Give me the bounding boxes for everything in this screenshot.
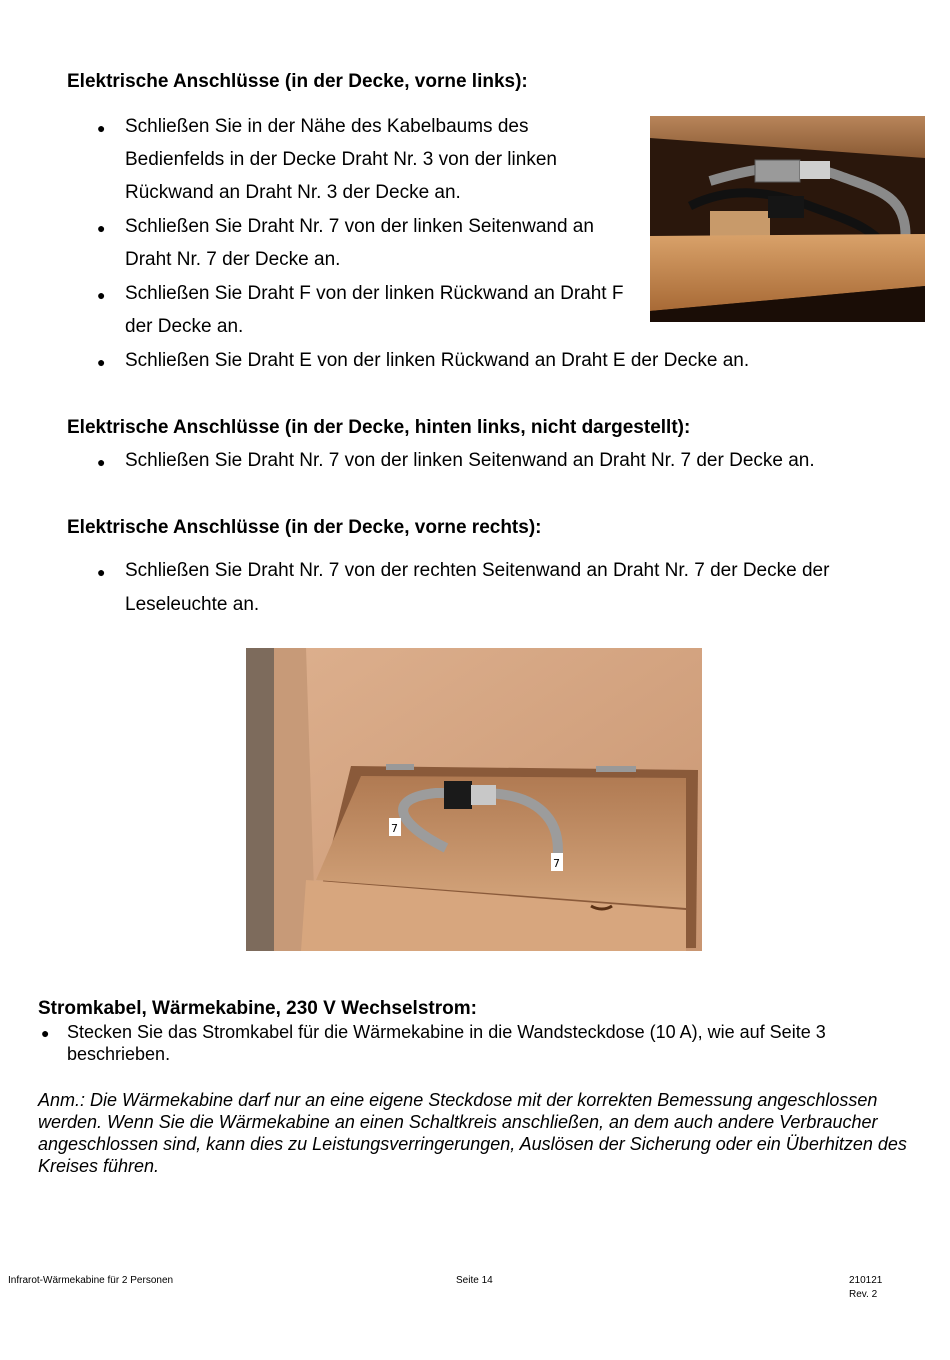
instruction-line: Schließen Sie Draht Nr. 7 von der linken Seitenwand an bbox=[125, 216, 594, 237]
instruction-line: Schließen Sie Draht F von der linken Rückwand an Draht F bbox=[125, 283, 624, 304]
wire-tag-label: 7 bbox=[391, 822, 398, 835]
footer-revision: Rev. 2 bbox=[849, 1289, 878, 1300]
photo-connector-front-right bbox=[246, 648, 702, 951]
instruction-line: Schließen Sie in der Nähe des Kabelbaums des bbox=[125, 116, 529, 137]
bullet-dot: ● bbox=[97, 454, 106, 470]
footer-product-name: Infrarot-Wärmekabine für 2 Personen bbox=[8, 1275, 174, 1286]
instruction-line: Schließen Sie Draht Nr. 7 von der rechten Seitenwand an Draht Nr. 7 der Decke der bbox=[125, 560, 830, 581]
bullet-dot: ● bbox=[97, 564, 106, 580]
connector-photo-illustration bbox=[650, 116, 925, 322]
instruction-line: Schließen Sie Draht Nr. 7 von der linken Seitenwand an Draht Nr. 7 der Decke an. bbox=[125, 450, 815, 471]
note-paragraph: Anm.: Die Wärmekabine darf nur an eine eigene Steckdose mit der korrekten Bemessung angeschlossen werden. Wenn Sie die Wärmekabine an einen Schaltkreis anschließen, an dem auch andere Verbraucher angeschlossen sind, kann dies zu Leistungsverringerungen, Auslösen der Sicherung oder ein Überhitzen des Kreises führen. bbox=[38, 1090, 907, 1176]
instruction-power-cable: Stecken Sie das Stromkabel für die Wärmekabine in die Wandsteckdose (10 A), wie auf Seite 3 beschrieben. bbox=[67, 1022, 826, 1064]
section-heading-front-left: Elektrische Anschlüsse (in der Decke, vorne links): bbox=[67, 71, 528, 92]
instruction-line: Leseleuchte an. bbox=[125, 594, 260, 615]
instruction-line: Rückwand an Draht Nr. 3 der Decke an. bbox=[125, 182, 461, 203]
photo-connector-front-left bbox=[650, 116, 925, 322]
footer-page-number: Seite 14 bbox=[456, 1275, 493, 1286]
wire-tag-label: 7 bbox=[553, 857, 560, 870]
section-heading-power-cable: Stromkabel, Wärmekabine, 230 V Wechselstrom: bbox=[38, 998, 477, 1019]
instruction-line: der Decke an. bbox=[125, 316, 244, 337]
hatch-photo-illustration bbox=[246, 648, 702, 951]
bullet-dot: ● bbox=[97, 220, 106, 236]
bullet-dot: ● bbox=[41, 1025, 50, 1041]
bullet-dot: ● bbox=[97, 287, 106, 303]
instruction-line: Bedienfelds in der Decke Draht Nr. 3 von der linken bbox=[125, 149, 557, 170]
instruction-line: Draht Nr. 7 der Decke an. bbox=[125, 249, 341, 270]
bullet-dot: ● bbox=[97, 354, 106, 370]
instruction-line: Schließen Sie Draht E von der linken Rückwand an Draht E der Decke an. bbox=[125, 350, 750, 371]
section-heading-rear-left: Elektrische Anschlüsse (in der Decke, hinten links, nicht dargestellt): bbox=[67, 417, 691, 438]
section-heading-front-right: Elektrische Anschlüsse (in der Decke, vorne rechts): bbox=[67, 517, 542, 538]
bullet-dot: ● bbox=[97, 120, 106, 136]
footer-doc-code: 210121 bbox=[849, 1275, 883, 1286]
